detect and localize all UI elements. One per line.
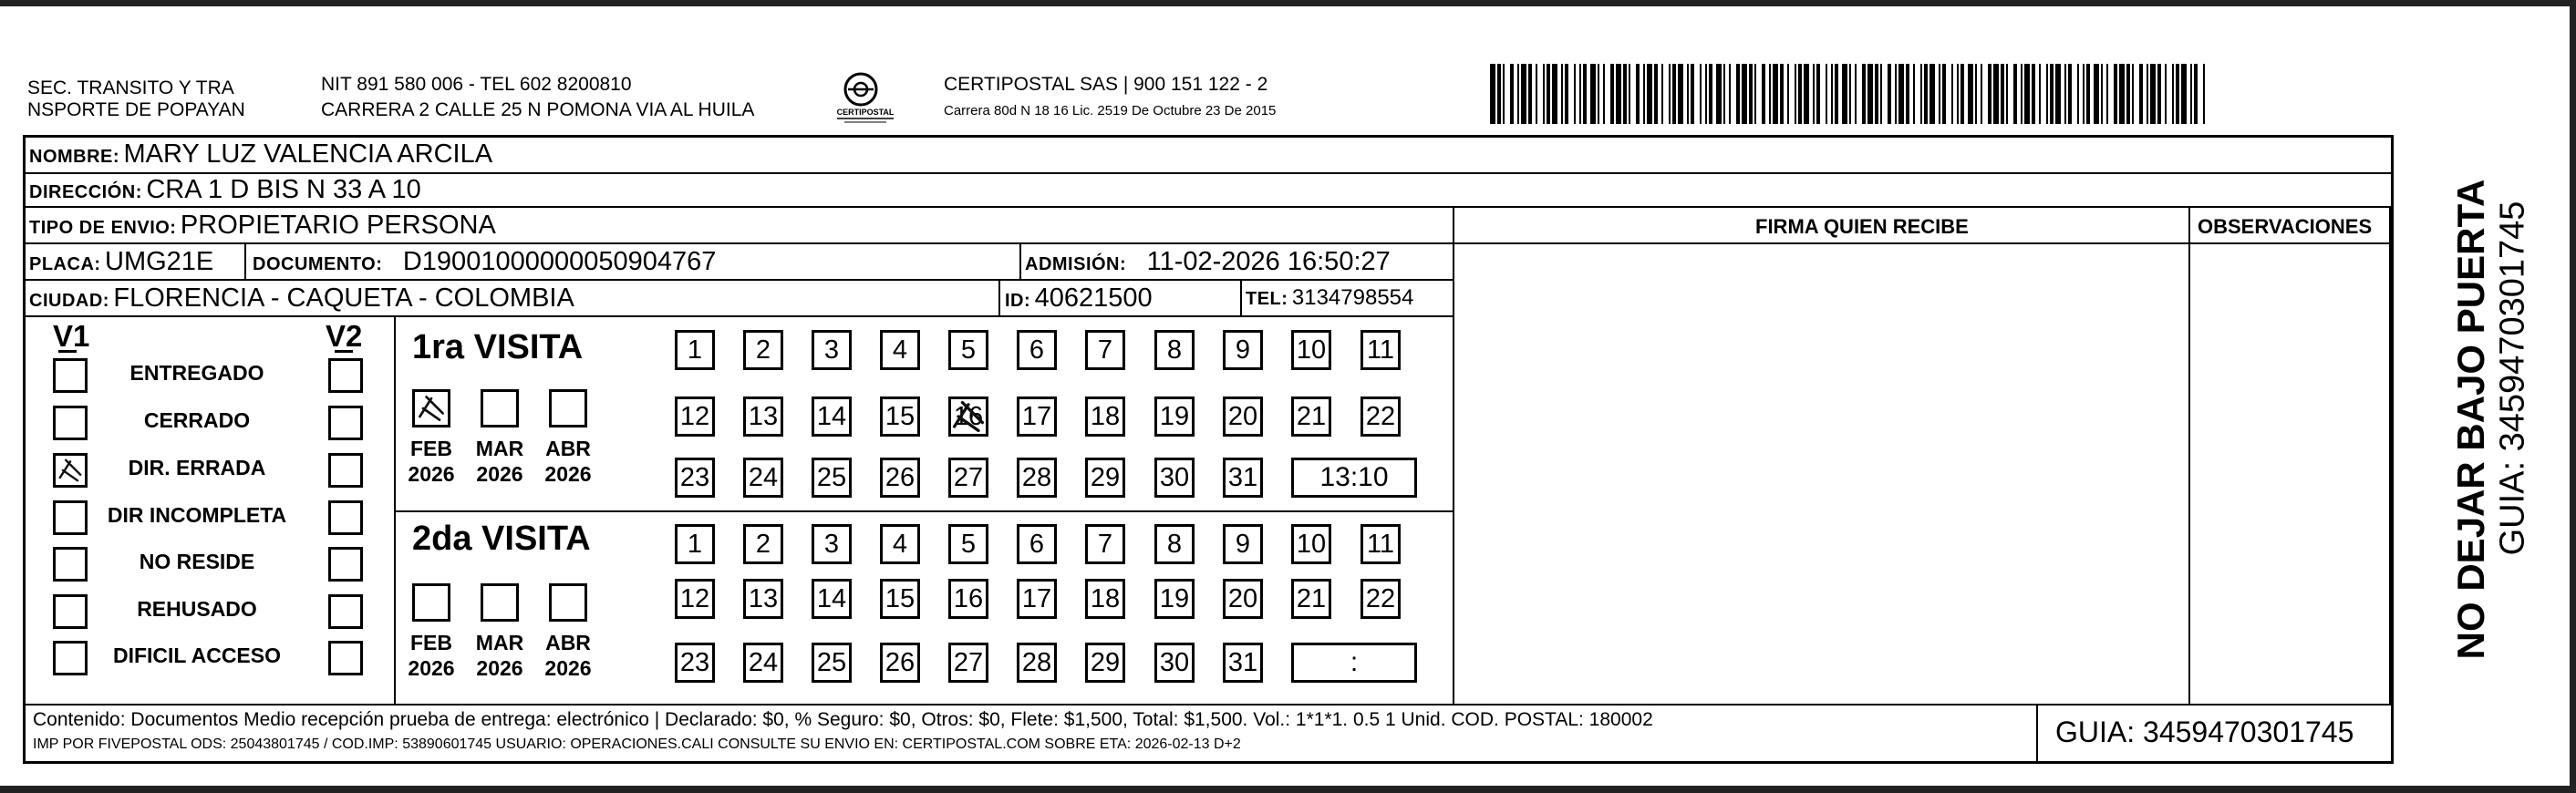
barcode-bar (1773, 64, 1778, 124)
certipostal-logo (828, 69, 903, 126)
year-label: 2026 (408, 462, 455, 486)
day-box[interactable]: 31 (1223, 458, 1263, 498)
barcode-bar (2106, 64, 2108, 124)
barcode-bar (1742, 64, 1747, 124)
barcode-bar (2068, 64, 2072, 124)
barcode-bar (1517, 64, 1519, 124)
day-box[interactable]: 1 (675, 330, 715, 370)
day-box[interactable]: 10 (1291, 330, 1331, 370)
barcode-bar (2064, 64, 2066, 124)
barcode-bar (1590, 64, 1596, 124)
barcode-bar (1867, 64, 1873, 124)
barcode-bar (2083, 64, 2085, 124)
day-box[interactable]: 30 (1154, 643, 1195, 683)
ciudad-label: CIUDAD: (29, 291, 109, 311)
month-label: FEB (410, 631, 452, 654)
barcode-bar (1929, 64, 1935, 124)
rule (998, 281, 1000, 315)
barcode-bar (2176, 64, 2179, 124)
bottom-edge (0, 786, 2576, 793)
day-box[interactable]: 13 (743, 396, 783, 437)
barcode-bar (2006, 64, 2008, 124)
day-box[interactable]: 3 (812, 524, 852, 564)
barcode-bar (1629, 64, 1630, 124)
barcode-bar (2094, 64, 2099, 124)
right-edge (2570, 0, 2576, 793)
barcode-bar (1787, 64, 1789, 124)
day-box[interactable]: 23 (675, 643, 715, 683)
barcode-bar (1536, 64, 1537, 124)
barcode-bar (1769, 64, 1771, 124)
rule (244, 244, 246, 279)
check-mark-icon (415, 392, 448, 425)
day-box[interactable]: 28 (1017, 458, 1057, 498)
barcode-bar (1813, 64, 1815, 124)
day-box[interactable]: 21 (1291, 396, 1331, 437)
day-box[interactable]: 16 (948, 579, 988, 619)
month-label: FEB (410, 437, 452, 460)
day-box[interactable]: 15 (880, 579, 920, 619)
barcode-bar (2021, 64, 2023, 124)
v2-label: V2 (326, 319, 363, 353)
visit2-title: 2da VISITA (412, 520, 591, 558)
barcode-bar (2032, 64, 2035, 124)
barcode-bar (2150, 64, 2156, 124)
v1-label: V1 (53, 319, 90, 353)
visit1-title: 1ra VISITA (412, 328, 584, 366)
barcode-bar (1951, 64, 1953, 124)
day-box[interactable]: 11 (1360, 524, 1401, 564)
documento-label: DOCUMENTO: (253, 254, 383, 274)
tel-label: TEL: (1246, 289, 1288, 309)
barcode-bar (1497, 64, 1501, 124)
day-box[interactable]: 24 (743, 643, 783, 683)
month-label: MAR (475, 631, 524, 654)
barcode-bar (1603, 64, 1605, 124)
day-box[interactable]: 4 (880, 330, 920, 370)
year-label: 2026 (476, 656, 523, 680)
rule (1240, 281, 1242, 315)
day-mark (948, 396, 988, 437)
barcode-bar (1913, 64, 1915, 124)
day-box[interactable]: 6 (1017, 524, 1057, 564)
month-label: MAR (475, 437, 524, 460)
barcode-bar (2126, 64, 2130, 124)
barcode-bar (1623, 64, 1627, 124)
barcode-bar (1831, 64, 1833, 124)
observaciones-column-header: OBSERVACIONES (2198, 215, 2373, 238)
barcode-bar (1816, 64, 1820, 124)
barcode-bar (1898, 64, 1904, 124)
day-box[interactable]: 29 (1085, 643, 1125, 683)
barcode-bar (1842, 64, 1847, 124)
day-box[interactable]: 16 (948, 396, 988, 437)
day-box[interactable]: 19 (1154, 396, 1195, 437)
id-cell (1005, 280, 1153, 321)
barcode (1486, 64, 2216, 124)
side-guia: GUIA: 3459470301745 (2493, 201, 2532, 556)
admision-cell (1025, 243, 1391, 284)
rule (2188, 208, 2190, 704)
barcode-bar (1669, 64, 1671, 124)
ciudad-value: FLORENCIA - CAQUETA - COLOMBIA (113, 283, 574, 313)
barcode-bar (2039, 64, 2041, 124)
barcode-bar (1880, 64, 1882, 124)
month-checkbox[interactable] (481, 389, 519, 427)
day-box[interactable]: 8 (1154, 524, 1195, 564)
direccion-value: CRA 1 D BIS N 33 A 10 (146, 175, 421, 204)
barcode-bar (1654, 64, 1658, 124)
barcode-bar (2181, 64, 2187, 124)
barcode-bar (1862, 64, 1866, 124)
check-mark-icon (948, 396, 988, 437)
day-box[interactable]: 14 (812, 396, 852, 437)
footer-imp: IMP POR FIVEPOSTAL ODS: 25043801745 / COD.IMP: 53890601745 USUARIO: OPERACIONES.CALI CONSULTE SU ENVIO EN: CERTIPOSTAL.COM SOBRE ETA: 2026-02-13 D+2 (33, 736, 1241, 752)
day-box[interactable]: 10 (1291, 524, 1331, 564)
day-box[interactable]: 22 (1360, 579, 1401, 619)
barcode-bar (2050, 64, 2054, 124)
barcode-bar (1510, 64, 1514, 124)
day-box[interactable]: 6 (1017, 330, 1057, 370)
day-box[interactable]: 27 (948, 643, 988, 683)
nit-line: NIT 891 580 006 - TEL 602 8200810 (321, 74, 632, 95)
day-box[interactable]: 26 (880, 643, 920, 683)
month-label: ABR (545, 631, 591, 654)
barcode-bar (2114, 64, 2117, 124)
day-box[interactable]: 24 (743, 458, 783, 498)
barcode-bar (1804, 64, 1809, 124)
year-label: 2026 (408, 656, 455, 680)
barcode-bar (1521, 64, 1526, 124)
day-box[interactable]: 19 (1154, 579, 1195, 619)
barcode-bar (2055, 64, 2061, 124)
direccion-label: DIRECCIÓN: (29, 182, 142, 202)
day-box[interactable]: 9 (1223, 524, 1263, 564)
month-checkbox[interactable] (549, 583, 587, 622)
barcode-bar (2101, 64, 2103, 124)
ciudad-cell (29, 280, 574, 321)
documento-cell (253, 243, 716, 284)
firma-column-header: FIRMA QUIEN RECIBE (1755, 215, 1969, 238)
barcode-bar (1780, 64, 1784, 124)
barcode-bar (1942, 64, 1946, 124)
barcode-bar (1939, 64, 1940, 124)
barcode-bar (1598, 64, 1599, 124)
day-box[interactable]: 27 (948, 458, 988, 498)
rule (2036, 704, 2038, 764)
barcode-bar (2077, 64, 2079, 124)
day-box[interactable]: 20 (1223, 579, 1263, 619)
day-box[interactable]: 29 (1085, 458, 1125, 498)
day-box[interactable]: 5 (948, 524, 988, 564)
barcode-bar (1920, 64, 1922, 124)
day-box[interactable]: 15 (880, 396, 920, 437)
option-label: NO RESIDE (139, 550, 255, 573)
rule (2389, 208, 2391, 704)
barcode-bar (1895, 64, 1897, 124)
barcode-bar (1687, 64, 1689, 124)
barcode-bar (1835, 64, 1838, 124)
day-box[interactable]: 17 (1017, 579, 1057, 619)
rule (1453, 208, 1454, 704)
nombre-value: MARY LUZ VALENCIA ARCILA (123, 139, 493, 169)
barcode-bar (1906, 64, 1909, 124)
barcode-bar (2013, 64, 2017, 124)
day-box[interactable]: 21 (1291, 579, 1331, 619)
barcode-bar (1490, 64, 1495, 124)
option-label: DIR. ERRADA (128, 456, 266, 479)
barcode-bar (2086, 64, 2090, 124)
barcode-bar (2132, 64, 2134, 124)
documento-value: D19001000000050904767 (402, 247, 717, 276)
month-checkbox[interactable] (549, 389, 587, 427)
barcode-bar (1729, 64, 1731, 124)
option-label: DIFICIL ACCESO (112, 644, 281, 667)
barcode-bar (1678, 64, 1683, 124)
footer-contenido: Contenido: Documentos Medio recepción prueba de entrega: electrónico | Declarado: $0, % Seguro: $0, Otros: $0, Flete: $1,500, Total: $1,500. Vol.: 1*1*1. 0.5 1 Unid. COD. POSTAL: 180002 (33, 709, 1653, 730)
month-label: ABR (545, 437, 591, 460)
barcode-bar (1616, 64, 1621, 124)
day-box[interactable]: 25 (812, 458, 852, 498)
v2-label-underline (335, 350, 353, 353)
barcode-bar (1643, 64, 1645, 124)
rule (23, 704, 2394, 705)
barcode-bar (1795, 64, 1796, 124)
day-box[interactable]: 1 (675, 524, 715, 564)
time-box[interactable]: : (1291, 643, 1417, 683)
footer-guia: GUIA: 3459470301745 (2055, 716, 2354, 748)
option-label: CERRADO (143, 408, 251, 432)
rule (1019, 244, 1021, 279)
barcode-bar (1574, 64, 1576, 124)
day-box[interactable]: 28 (1017, 643, 1057, 683)
option-label: ENTREGADO (129, 361, 264, 385)
barcode-bar (1691, 64, 1694, 124)
placa-value: UMG21E (105, 247, 214, 276)
tel-value: 3134798554 (1291, 285, 1414, 310)
day-box[interactable]: 2 (743, 330, 783, 370)
barcode-bar (1798, 64, 1802, 124)
barcode-bar (1705, 64, 1707, 124)
barcode-bar (1561, 64, 1563, 124)
barcode-bar (1700, 64, 1702, 124)
day-box[interactable]: 25 (812, 643, 852, 683)
barcode-bar (1924, 64, 1928, 124)
day-box[interactable]: 7 (1085, 524, 1125, 564)
day-box[interactable]: 7 (1085, 330, 1125, 370)
day-box[interactable]: 13 (743, 579, 783, 619)
day-box[interactable]: 14 (812, 579, 852, 619)
day-box[interactable]: 23 (675, 458, 715, 498)
barcode-bar (1583, 64, 1587, 124)
barcode-bar (2024, 64, 2030, 124)
barcode-bar (1993, 64, 1999, 124)
barcode-bar (1547, 64, 1550, 124)
sender-line-1: SEC. TRANSITO Y TRA (27, 77, 234, 98)
day-box[interactable]: 20 (1223, 396, 1263, 437)
tipo-envio-label: TIPO DE ENVIO: (29, 218, 177, 238)
year-label: 2026 (476, 462, 523, 486)
day-box[interactable]: 11 (1360, 330, 1401, 370)
tipo-envio-value: PROPIETARIO PERSONA (180, 211, 496, 240)
barcode-bar (1565, 64, 1568, 124)
barcode-bar (1543, 64, 1545, 124)
carrier-line: CERTIPOSTAL SAS | 900 151 122 - 2 (944, 74, 1268, 95)
day-box[interactable]: 12 (675, 579, 715, 619)
barcode-bar (1647, 64, 1652, 124)
day-box[interactable]: 18 (1085, 396, 1125, 437)
v1-label-underline (58, 350, 77, 353)
side-no-dejar: NO DEJAR BAJO PUERTA (2449, 179, 2492, 660)
rule (394, 510, 1454, 512)
logo-text: CERTIPOSTAL (836, 108, 895, 117)
rule (394, 315, 396, 704)
barcode-bar (1754, 64, 1756, 124)
id-value: 40621500 (1034, 283, 1153, 313)
barcode-bar (1968, 64, 1973, 124)
barcode-bar (1552, 64, 1557, 124)
barcode-bar (2139, 64, 2143, 124)
barcode-bar (2046, 64, 2048, 124)
day-box[interactable]: 30 (1154, 458, 1195, 498)
barcode-bar (2165, 64, 2167, 124)
year-label: 2026 (544, 656, 592, 680)
month-checkbox[interactable] (412, 583, 450, 622)
barcode-bar (1661, 64, 1663, 124)
barcode-bar (2001, 64, 2004, 124)
day-box[interactable]: 2 (743, 524, 783, 564)
barcode-bar (1826, 64, 1827, 124)
barcode-bar (2172, 64, 2174, 124)
barcode-bar (1960, 64, 1964, 124)
tel-cell (1246, 280, 1413, 319)
sender-line-2: NSPORTE DE POPAYAN (27, 99, 245, 120)
placa-cell (29, 243, 213, 284)
year-label: 2026 (544, 462, 592, 486)
day-box[interactable]: 22 (1360, 396, 1401, 437)
barcode-bar (2194, 64, 2198, 124)
time-box[interactable]: 13:10 (1291, 458, 1417, 498)
day-box[interactable]: 18 (1085, 579, 1125, 619)
month-checkbox[interactable] (412, 389, 450, 427)
day-box[interactable]: 17 (1017, 396, 1057, 437)
barcode-bar (1855, 64, 1857, 124)
barcode-bar (2157, 64, 2161, 124)
barcode-bar (1981, 64, 1982, 124)
placa-label: PLACA: (29, 254, 101, 274)
barcode-bar (1762, 64, 1765, 124)
barcode-bar (1723, 64, 1725, 124)
barcode-bar (1716, 64, 1722, 124)
day-box[interactable]: 3 (812, 330, 852, 370)
barcode-bar (1988, 64, 1991, 124)
barcode-bar (1849, 64, 1851, 124)
barcode-bar (1672, 64, 1676, 124)
day-box[interactable]: 12 (675, 396, 715, 437)
id-label: ID: (1005, 291, 1031, 311)
barcode-bar (2203, 64, 2205, 124)
barcode-bar (1579, 64, 1581, 124)
barcode-bar (2147, 64, 2148, 124)
day-box[interactable]: 26 (880, 458, 920, 498)
top-edge (0, 0, 2576, 6)
barcode-bar (1736, 64, 1740, 124)
license-line: Carrera 80d N 18 16 Lic. 2519 De Octubre 23 De 2015 (944, 103, 1277, 118)
day-box[interactable]: 5 (948, 330, 988, 370)
month-checkbox[interactable] (481, 583, 519, 622)
nombre-label: NOMBRE: (29, 147, 120, 167)
barcode-bar (1875, 64, 1878, 124)
barcode-bar (1503, 64, 1505, 124)
day-box[interactable]: 9 (1223, 330, 1263, 370)
admision-value: 11-02-2026 16:50:27 (1146, 247, 1391, 276)
day-box[interactable]: 4 (880, 524, 920, 564)
barcode-bar (1610, 64, 1614, 124)
admision-label: ADMISIÓN: (1025, 254, 1127, 274)
barcode-bar (1528, 64, 1532, 124)
barcode-bar (1957, 64, 1959, 124)
barcode-bar (2119, 64, 2125, 124)
barcode-bar (1888, 64, 1891, 124)
address-line: CARRERA 2 CALLE 25 N POMONA VIA AL HUILA (321, 99, 755, 120)
barcode-bar (1709, 64, 1712, 124)
day-box[interactable]: 8 (1154, 330, 1195, 370)
barcode-bar (1749, 64, 1753, 124)
tipo-envio-row (29, 207, 496, 248)
option-label: DIR INCOMPLETA (107, 503, 287, 527)
barcode-bar (1636, 64, 1640, 124)
day-box[interactable]: 31 (1223, 643, 1263, 683)
option-label: REHUSADO (137, 597, 257, 621)
barcode-bar (1975, 64, 1977, 124)
barcode-bar (2190, 64, 2192, 124)
